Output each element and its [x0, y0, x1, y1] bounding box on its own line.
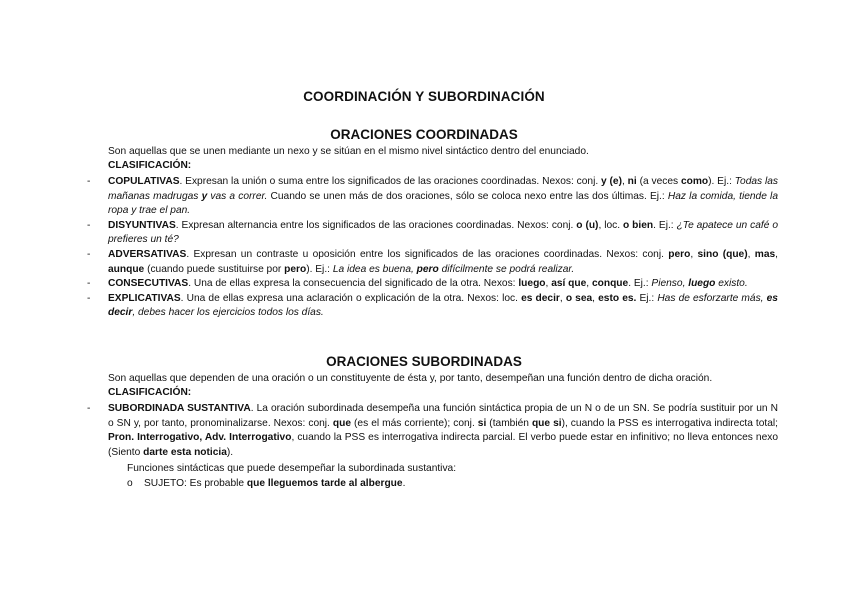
text-run: , loc.	[598, 219, 624, 231]
nexo: o	[772, 219, 779, 231]
text-run: SUJETO: Es probable	[144, 478, 247, 489]
consecutivas-name: CONSECUTIVAS	[108, 278, 189, 290]
text-run: (también	[486, 417, 532, 429]
example-text: Todas las mañanas madrugas	[108, 176, 778, 202]
example-text: Haz la comida, tiende la ropa	[108, 190, 778, 217]
item-copulativas	[85, 175, 778, 219]
item-consecutivas	[85, 277, 778, 292]
subitem-sujeto	[127, 477, 405, 491]
dash-marker: -	[87, 278, 91, 290]
example-clause: que lleguemos tarde al albergue	[246, 478, 403, 489]
subordinadas-clasificacion-label: CLASIFICACIÓN:	[108, 387, 192, 398]
dash-marker: -	[87, 292, 91, 304]
nexo: ni	[627, 176, 637, 187]
text-run: ,	[690, 248, 698, 260]
item-disyuntivas	[85, 219, 778, 248]
explicativas-name: EXPLICATIVAS	[108, 292, 181, 304]
nexo: o sea	[565, 292, 593, 304]
section-title-coordinadas: ORACIONES COORDINADAS	[330, 127, 518, 142]
text-run: ,	[775, 248, 778, 260]
dash-marker: -	[87, 403, 91, 414]
funciones-heading: Funciones sintácticas que puede desempeñar la subordinada sustantiva:	[127, 463, 457, 474]
subordinadas-list	[85, 402, 778, 460]
example-text: prefieres un té?	[108, 234, 179, 246]
nexo: pero	[416, 263, 439, 275]
text-run: . Ej.:	[653, 219, 677, 231]
item-subordinada-sustantiva	[85, 402, 778, 460]
sustantiva-name: SUBORDINADA SUSTANTIVA	[108, 403, 251, 414]
nexo: luego	[688, 278, 716, 290]
nexo: y (e)	[601, 176, 622, 187]
nexo: o (u)	[576, 219, 599, 231]
dash-marker: -	[87, 248, 91, 260]
circle-bullet-marker: o	[127, 478, 133, 489]
nexo: y	[131, 205, 137, 217]
text-run: ,	[747, 248, 755, 260]
section-title-subordinadas: ORACIONES SUBORDINADAS	[326, 354, 522, 369]
nexo: aunque	[108, 263, 145, 275]
nexo: como	[680, 176, 709, 187]
text-run: ). Ej.:	[306, 263, 333, 275]
example-text: , debes hacer los ejercicios todos los días.	[132, 307, 324, 319]
nexo: luego	[518, 278, 546, 290]
document-title: COORDINACIÓN Y SUBORDINACIÓN	[303, 89, 545, 104]
item-adversativas	[85, 248, 778, 277]
text-run: ,	[559, 292, 566, 304]
text-run: ).	[226, 446, 234, 458]
text-run: . Una de ellas expresa una aclaración o explicación de la otra. Nexos: loc.	[180, 292, 522, 304]
disyuntivas-name: DISYUNTIVAS	[108, 219, 176, 231]
coordinadas-intro: Son aquellas que se unen mediante un nexo y se sitúan en el mismo nivel sintáctico dentro del enunciado.	[108, 146, 589, 157]
example-text: trae el pan.	[136, 205, 191, 217]
example-text: Pienso,	[651, 278, 689, 290]
text-run: Cuando se unen más de dos oraciones, sólo se coloca nexo entre las dos últimas. Ej.:	[267, 190, 668, 202]
nexo: darte esta noticia	[143, 446, 227, 458]
coordinadas-clasificacion-label: CLASIFICACIÓN:	[108, 160, 192, 171]
text-run: ), cuando la PSS es interrogativa indirecta total;	[561, 417, 779, 429]
text-run: . Ej.:	[628, 278, 652, 290]
copulativas-name: COPULATIVAS	[108, 176, 180, 187]
nexo: sino (que)	[697, 248, 748, 260]
dash-marker: -	[87, 219, 91, 231]
nexo: o bien	[623, 219, 654, 231]
example-text: existo.	[715, 278, 748, 290]
dash-marker: -	[87, 176, 91, 187]
text-run: (cuando puede sustituirse por	[144, 263, 285, 275]
text-run: ,	[586, 278, 592, 290]
text-run: ,	[545, 278, 552, 290]
coordinadas-list	[85, 175, 778, 321]
nexo: es decir	[521, 292, 560, 304]
nexo: Pron. Interrogativo, Adv. Interrogativo	[108, 432, 292, 444]
text-run: . Expresan alternancia entre los significados de las oraciones coordinadas. Nexos: conj.	[175, 219, 577, 231]
subordinadas-intro: Son aquellas que dependen de una oración o un constituyente de ésta y, por tanto, desempeñan una función dentro de dicha oración.	[108, 373, 713, 384]
example-text: vas a correr.	[207, 190, 268, 202]
text-run: . Expresan un contraste u oposición entre los significados de las oraciones coordinadas. Nexos: conj.	[186, 248, 669, 260]
example-text: La idea es buena,	[332, 263, 417, 275]
adversativas-name: ADVERSATIVAS	[108, 248, 187, 260]
text-run: Ej.:	[636, 292, 658, 304]
example-text: Has de esforzarte más,	[657, 292, 767, 304]
nexo: si	[477, 417, 487, 429]
text-run: . Expresan la unión o suma entre los significados de las oraciones coordinadas. Nexos: conj.	[179, 176, 602, 187]
item-explicativas	[85, 292, 778, 321]
text-run: . Una de ellas expresa la consecuencia del significado de la otra. Nexos:	[188, 278, 519, 290]
example-text: difícilmente se podrá realizar.	[438, 263, 575, 275]
nexo: que	[332, 417, 352, 429]
nexo: es decir	[108, 292, 778, 319]
nexo: pero	[284, 263, 307, 275]
example-text: ¿Te apatece un café	[676, 219, 773, 231]
nexo: así que	[551, 278, 587, 290]
text-run: , cuando la PSS es interrogativa indirecta parcial. El verbo puede estar en infinitivo; no lleva entonces nexo (Siento	[108, 432, 779, 458]
nexo: conque	[591, 278, 629, 290]
text-run: (es el más corriente); conj.	[351, 417, 478, 429]
text-run: ,	[621, 176, 628, 187]
text-run: .	[402, 478, 406, 489]
text-run: . La oración subordinada desempeña una función sintáctica propia de un N o de un SN. Se podría sustituir por un N o SN y, por tanto, pronominalizarse. Nexos: conj.	[108, 403, 779, 429]
text-run: ). Ej.:	[708, 176, 735, 187]
nexo: y	[201, 190, 208, 202]
text-run: (a veces	[636, 176, 681, 187]
nexo: pero	[668, 248, 691, 260]
text-run: ,	[592, 292, 599, 304]
nexo: que si	[531, 417, 562, 429]
nexo: esto es.	[598, 292, 637, 304]
nexo: mas	[754, 248, 776, 260]
